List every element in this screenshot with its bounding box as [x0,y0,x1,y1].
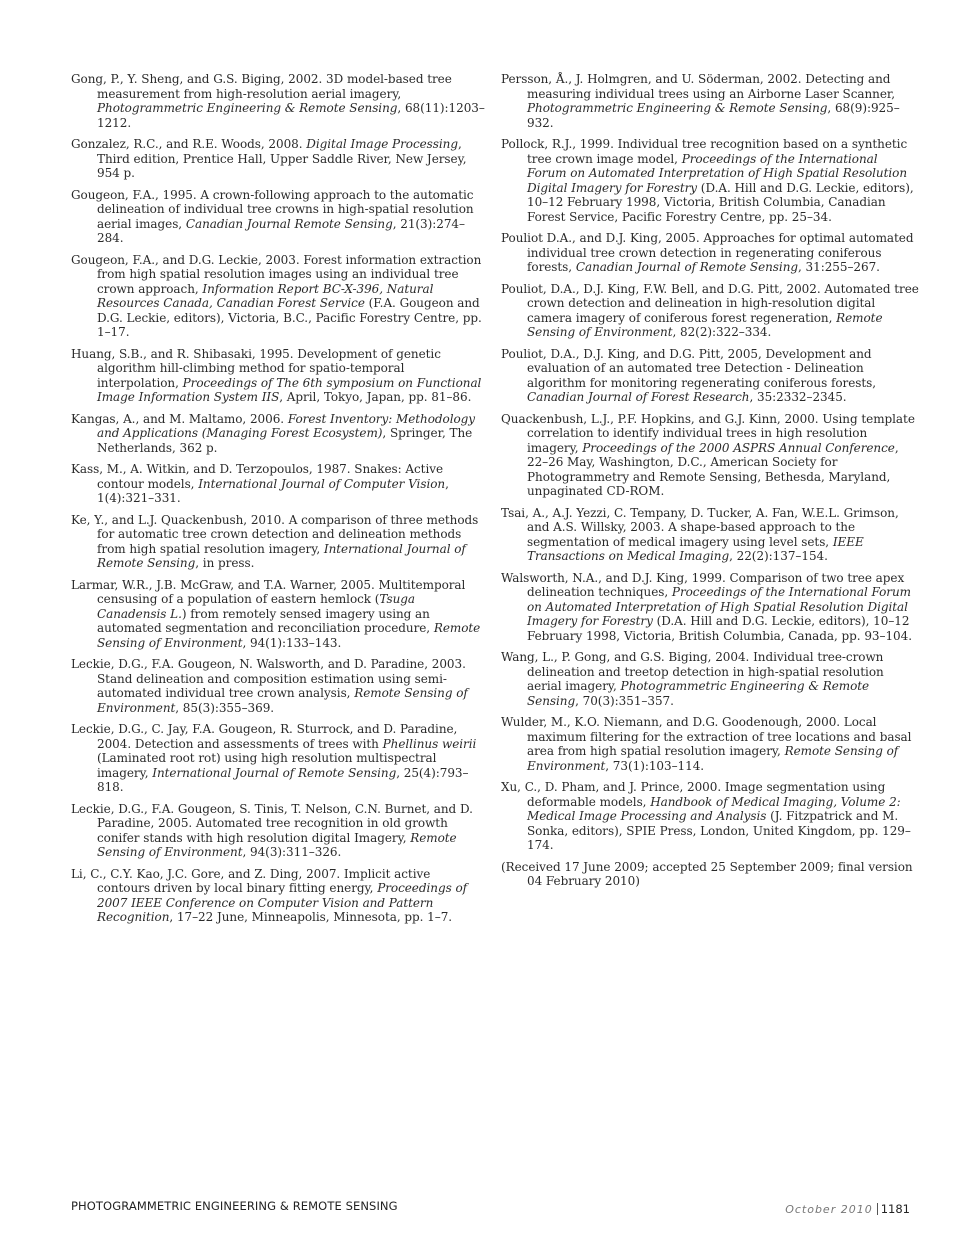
reference-italic-text: Information Report BC-X-396, Natural Resources Canada, Canadian Forest Service [97,281,434,310]
reference-text: , in press. [195,556,255,570]
reference-entry [71,578,485,651]
reference-italic-text: International Journal of Remote Sensing [152,765,397,780]
reference-text: Leckie, D.G., F.A. Gougeon, S. Tinis, T. Nelson, C.N. Burnet, and D. Paradine, 2005. Automated tree recognition in old growth conifer stands with high resolution digital Imagery, [71,801,473,845]
reference-text: , 85(3):355–369. [175,700,275,715]
reference-italic-text: Remote Sensing of Environment [97,686,468,715]
reference-text: , 21(3):274–284. [97,216,465,245]
reference-italic-text: Remote Sensing of Environment [97,621,481,650]
reference-italic-text: Proceedings of the International Forum on Automated Interpretation of High Spatial Resolution Digital Imagery for Forestry [527,151,907,195]
reference-text: (J. Fitzpatrick and M. Sonka, editors), SPIE Press, London, United Kingdom, pp. 129–174. [527,809,911,852]
reference-italic-text: Remote Sensing of Environment [527,310,883,339]
reference-text: Pollock, R.J., 1999. Individual tree recognition based on a synthetic tree crown image model, [501,137,908,166]
reference-entry [71,72,485,130]
reference-entry [501,412,919,499]
reference-entry [71,722,485,795]
references-right-list [501,72,919,853]
reference-entry [501,72,919,130]
reference-entry [501,282,919,340]
reference-italic-text: Proceedings of the International Forum on Automated Interpretation of High Spatial Resolution Digital Imagery for Forestry [527,585,912,628]
reference-text: (Laminated root rot) using high resolution multispectral imagery, [97,751,437,780]
reference-text: , Third edition, Prentice Hall, Upper Saddle River, New Jersey, 954 p. [97,137,467,180]
reference-text: Gonzalez, R.C., and R.E. Woods, 2008. [71,137,307,151]
reference-text: , 70(3):351–357. [575,693,674,708]
reference-entry [501,231,919,275]
reference-entry [71,462,485,506]
reference-text: Kass, M., A. Witkin, and D. Terzopoulos, 1987. Snakes: Active contour models, [71,462,444,491]
reference-text: , 94(1):133–143. [242,635,342,650]
footer-journal-name: PHOTOGRAMMETRIC ENGINEERING & REMOTE SENSING [71,1199,398,1213]
reference-entry [71,347,485,405]
reference-text: Leckie, D.G., F.A. Gougeon, N. Walsworth, and D. Paradine, 2003. Stand delineation and composition estimation using semi-automated individual tree crown analysis, [71,657,466,700]
reference-text: , 35:2332–2345. [749,390,847,404]
reference-text: , 22–26 May, Washington, D.C., American Society for Photogrammetry and Remote Sensing, Bethesda, Maryland, unpaginated CD-ROM. [527,440,899,498]
reference-text: Gong, P., Y. Sheng, and G.S. Biging, 2002. 3D model-based tree measurement from high-resolution aerial imagery, [71,72,452,101]
received-note: (Received 17 June 2009; accepted 25 September 2009; final version 04 February 2010) [501,859,913,888]
reference-text: ) from remotely sensed imagery using an automated segmentation and reconciliation procedure, [97,606,434,635]
reference-italic-text: Canadian Journal Remote Sensing [185,216,393,231]
reference-entry [71,513,485,571]
reference-entry [71,867,485,925]
footer-month: October 2010 [785,1203,873,1216]
reference-text: , 17–22 June, Minneapolis, Minnesota, pp. 1–7. [169,910,453,924]
reference-text: Ke, Y., and L.J. Quackenbush, 2010. A comparison of three methods for automatic tree crown detection and delineation methods from high spatial resolution imagery, [71,512,479,556]
reference-text: Quackenbush, L.J., P.F. Hopkins, and G.J. Kinn, 2000. Using template correlation to identify individual trees in high resolution imagery, [501,411,915,455]
reference-text: , 68(11):1203–1212. [97,101,485,130]
reference-italic-text: Photogrammetric Engineering & Remote Sensing [527,679,870,708]
reference-italic-text: Proceedings of 2007 IEEE Conference on Computer Vision and Pattern Recognition [97,881,468,924]
reference-text: , 94(3):311–326. [242,845,342,859]
reference-text: , 73(1):103–114. [605,758,705,773]
references-left-column [71,72,485,932]
reference-text: , Springer, The Netherlands, 362 p. [97,426,473,455]
reference-italic-text: Phellinus weirii [382,736,477,751]
reference-text: Li, C., C.Y. Kao, J.C. Gore, and Z. Ding, 2007. Implicit active contours driven by local binary fitting energy, [71,866,431,895]
reference-text: (D.A. Hill and D.G. Leckie, editors), 10–12 February 1998, Victoria, British Columbia, Canada, pp. 93–104. [527,614,912,643]
reference-italic-text: Photogrammetric Engineering & Remote Sensing [97,101,398,115]
reference-entry [501,715,919,773]
reference-italic-text: Forest Inventory: Methodology and Applications (Managing Forest Ecosystem) [97,411,476,440]
reference-text: , 1(4):321–331. [97,476,449,505]
reference-text: , 82(2):322–334. [672,325,772,339]
reference-entry [501,650,919,708]
reference-text: Pouliot, D.A., D.J. King, and D.G. Pitt, 2005, Development and evaluation of an automated tree Detection - Delineation algorithm for monitoring regenerating coniferous forests, [501,346,877,390]
reference-text: Tsai, A., A.J. Yezzi, C. Tempany, D. Tucker, A. Fan, W.E.L. Grimson, and A.S. Willsky, 2003. A shape-based approach to the segmentation of medical imagery using level sets, [501,505,899,549]
reference-entry [501,506,919,564]
reference-entry [501,137,919,224]
reference-text: Walsworth, N.A., and D.J. King, 1999. Comparison of two tree apex delineation techniques, [501,570,905,599]
reference-entry [501,347,919,405]
reference-italic-text: Proceedings of the 2000 ASPRS Annual Conference [582,440,895,455]
reference-text: Huang, S.B., and R. Shibasaki, 1995. Development of genetic algorithm hill-climbing method for spatio-temporal interpolation, [71,346,441,390]
reference-italic-text: Digital Image Processing [306,137,458,151]
reference-text: (D.A. Hill and D.G. Leckie, editors), 10–12 February 1998, Victoria, British Columbia, Canadian Forest Service, Pacific Forestry Centre, pp. 25–34. [527,180,914,224]
reference-text: Kangas, A., and M. Maltamo, 2006. [71,411,288,426]
reference-text: Leckie, D.G., C. Jay, F.A. Gougeon, R. Sturrock, and D. Paradine, 2004. Detection and assessments of trees with [71,722,458,751]
reference-entry [501,571,919,644]
reference-italic-text: Handbook of Medical Imaging, Volume 2: Medical Image Processing and Analysis [527,794,901,823]
reference-italic-text: IEEE Transactions on Medical Imaging [527,534,864,563]
reference-text: Wang, L., P. Gong, and G.S. Biging, 2004. Individual tree-crown delineation and treetop detection in high-spatial resolution aerial imagery, [501,650,884,693]
reference-entry [71,412,485,456]
reference-entry [71,188,485,246]
reference-entry [71,137,485,181]
reference-text: , 22(2):137–154. [729,549,828,563]
reference-italic-text: International Journal of Remote Sensing [97,541,466,570]
reference-text: Gougeon, F.A., and D.G. Leckie, 2003. Forest information extraction from high spatial resolution images using an individual tree crown approach, [71,252,482,296]
reference-italic-text: Canadian Journal of Forest Research [527,390,750,404]
reference-text: , 31:255–267. [798,260,880,274]
reference-italic-text: Canadian Journal of Remote Sensing [575,260,799,274]
reference-italic-text: Photogrammetric Engineering & Remote Sensing [527,101,828,115]
reference-text: Pouliot, D.A., D.J. King, F.W. Bell, and D.G. Pitt, 2002. Automated tree crown detection and delineation in high-resolution digital camera imagery of coniferous forest regeneration, [501,281,919,325]
footer-page-info [785,1198,910,1217]
reference-entry [71,802,485,860]
reference-text: , 68(9):925–932. [527,101,900,130]
footer-separator [877,1203,878,1215]
footer-page-number: 1181 [880,1202,910,1216]
references-right-column [501,72,919,896]
reference-text: (F.A. Gougeon and D.G. Leckie, editors), Victoria, B.C., Pacific Forestry Centre, pp. 1–17. [97,296,482,339]
reference-text: Persson, Å., J. Holmgren, and U. Söderman, 2002. Detecting and measuring individual trees using an Airborne Laser Scanner, [501,72,896,101]
reference-text: Larmar, W.R., J.B. McGraw, and T.A. Warner, 2005. Multitemporal censusing of a population of eastern hemlock ( [71,577,466,606]
reference-text: , April, Tokyo, Japan, pp. 81–86. [279,390,472,404]
reference-text: , 25(4):793–818. [97,765,469,794]
reference-text: Gougeon, F.A., 1995. A crown-following approach to the automatic delineation of individual tree crowns in high-spatial resolution aerial images, [71,187,474,231]
reference-italic-text: International Journal of Computer Vision [198,476,446,491]
reference-entry [501,780,919,853]
reference-text: Wulder, M., K.O. Niemann, and D.G. Goodenough, 2000. Local maximum filtering for the extraction of tree locations and basal area from high spatial resolution imagery, [501,715,912,758]
reference-italic-text: Proceedings of The 6th symposium on Functional Image Information System IIS [97,375,482,404]
reference-italic-text: Remote Sensing of Environment [527,744,899,773]
reference-text: Xu, C., D. Pham, and J. Prince, 2000. Image segmentation using deformable models, [501,780,886,809]
reference-italic-text: Remote Sensing of Environment [97,830,457,859]
reference-entry [71,657,485,715]
reference-entry [71,253,485,340]
reference-text: Pouliot D.A., and D.J. King, 2005. Approaches for optimal automated individual tree crown detection in regenerating coniferous forests, [501,231,914,274]
reference-italic-text: Tsuga Canadensis L. [97,592,416,621]
